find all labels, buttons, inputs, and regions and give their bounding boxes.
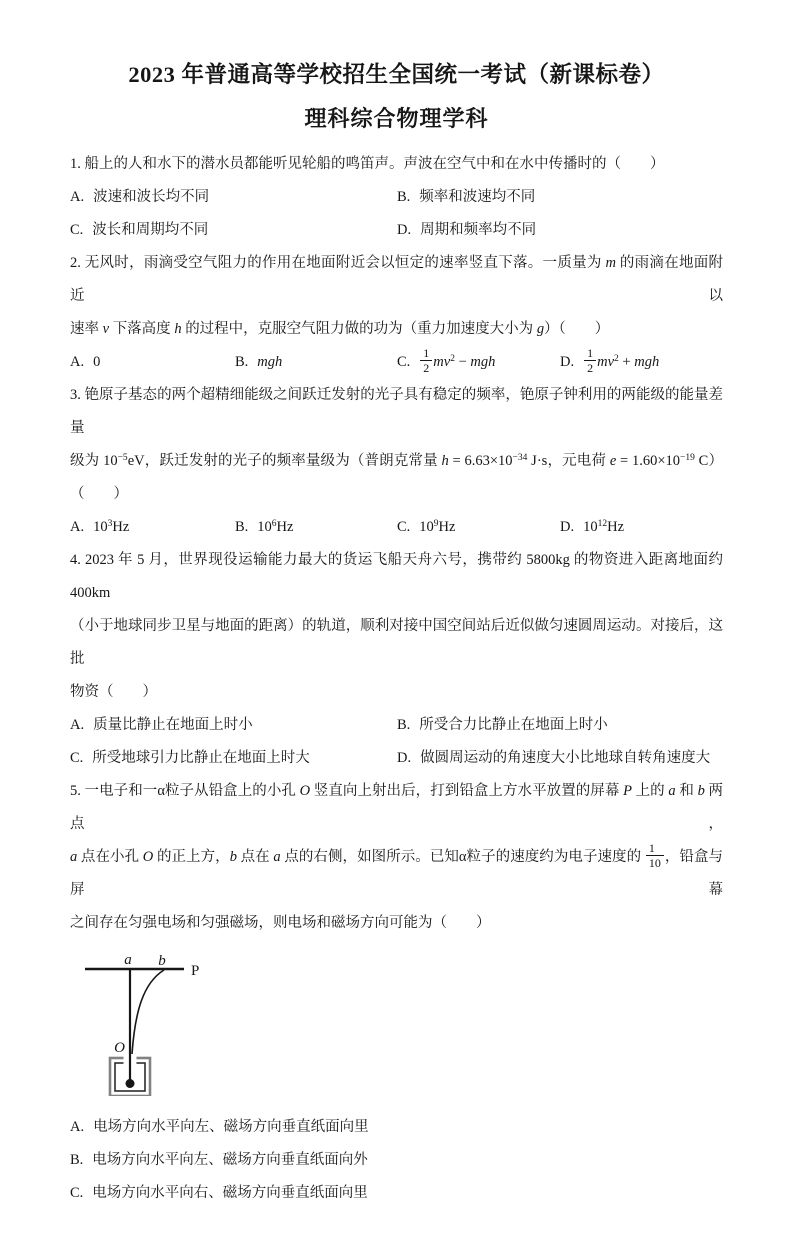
option-text: 所受合力比静止在地面上时小 xyxy=(419,717,608,733)
question-4-stem-line-2: （小于地球同步卫星与地面的距离）的轨道，顺利对接中国空间站后近似做匀速圆周运动。对接后，这批 xyxy=(70,618,723,667)
option-A xyxy=(70,1111,723,1144)
option-label: B. xyxy=(70,1152,84,1168)
screen-label: P xyxy=(191,963,200,979)
option-D xyxy=(397,742,723,775)
option-B xyxy=(397,181,723,214)
option-C xyxy=(397,511,560,544)
option-label: A. xyxy=(70,189,85,205)
question-4-stem-line-3: 物资（ ） xyxy=(70,684,157,700)
source-dot xyxy=(126,1079,135,1088)
question-4 xyxy=(70,544,723,775)
fraction: $\frac{1}{2}$ xyxy=(584,346,596,376)
option-C xyxy=(70,1177,723,1210)
option-label: C. xyxy=(70,1185,84,1201)
option-label: C. xyxy=(70,222,84,238)
option-label: B. xyxy=(235,354,249,370)
question-3-stem-line-3: （ ） xyxy=(70,486,128,502)
option-B xyxy=(70,1144,723,1177)
option-text: $\frac{1}{2}$ $mv^2$ − mgh xyxy=(419,354,495,370)
option-label: D. xyxy=(560,519,575,535)
option-label: C. xyxy=(397,354,411,370)
fraction: $\frac{1}{2}$ xyxy=(420,346,432,376)
question-2 xyxy=(70,247,723,379)
option-text: $10^3Hz$ xyxy=(93,518,130,535)
option-A xyxy=(70,346,235,379)
question-2-stem-line-1: 2. 无风时，雨滴受空气阻力的作用在地面附近会以恒定的速率竖直下落。一质量为 m 的雨滴在地面附近以 xyxy=(70,255,723,304)
option-A xyxy=(70,511,235,544)
option-text: 频率和波速均不同 xyxy=(419,189,536,205)
option-C xyxy=(70,214,397,247)
option-text: 0 xyxy=(93,354,101,370)
question-5-figure xyxy=(70,944,723,1101)
option-label: B. xyxy=(235,519,249,535)
option-text: $\frac{1}{2}$ $mv^2$ + mgh xyxy=(583,354,659,370)
option-A xyxy=(70,181,397,214)
option-text: $10^9Hz$ xyxy=(419,518,456,535)
question-1-options xyxy=(70,181,723,247)
question-2-options xyxy=(70,346,723,379)
question-3-options xyxy=(70,511,723,544)
option-text: mgh xyxy=(257,354,283,370)
option-B xyxy=(235,511,397,544)
fraction: $\frac{1}{10}$ xyxy=(646,841,664,871)
point-a-label: a xyxy=(124,952,132,968)
option-text: 电场方向水平向右、磁场方向垂直纸面向里 xyxy=(92,1185,368,1201)
option-text: 电场方向水平向左、磁场方向垂直纸面向里 xyxy=(93,1119,369,1135)
option-label: A. xyxy=(70,717,85,733)
question-5-stem-line-1: 5. 一电子和一α粒子从铅盒上的小孔 O 竖直向上射出后，打到铅盒上方水平放置的屏幕 P 上的 a 和 b 两点， xyxy=(70,783,724,832)
question-3-stem-line-2: 级为 $10^{-5}eV$，跃迁发射的光子的频率量级为（普朗克常量 $h = 6.63\times 10^{-34}$ J·s，元电荷 $e = 1.60\times 10^{-19}$ C） xyxy=(70,452,724,469)
option-label: B. xyxy=(397,717,411,733)
option-text: 质量比静止在地面上时小 xyxy=(93,717,253,733)
hole-O-label: O xyxy=(114,1040,125,1056)
question-1-stem: 1. 船上的人和水下的潜水员都能听见轮船的鸣笛声。声波在空气中和在水中传播时的（ ） xyxy=(70,156,665,172)
question-5-options xyxy=(70,1111,723,1210)
option-label: B. xyxy=(397,189,411,205)
option-text: 波长和周期均不同 xyxy=(92,222,209,238)
question-1 xyxy=(70,148,723,247)
option-label: A. xyxy=(70,1119,85,1135)
lead-box-diagram xyxy=(70,944,220,1096)
option-text: 所受地球引力比静止在地面上时大 xyxy=(92,750,310,766)
question-3 xyxy=(70,379,723,544)
question-3-stem-line-1: 3. 铯原子基态的两个超精细能级之间跃迁发射的光子具有稳定的频率，铯原子钟利用的两能级的能量差量 xyxy=(70,387,723,436)
option-label: C. xyxy=(70,750,84,766)
question-5-stem-line-2: a 点在小孔 O 的正上方，b 点在 a 点的右侧，如图所示。已知α粒子的速度约为电子速度的 $\frac{1}{10}$ ，铅盒与屏幕 xyxy=(70,840,724,898)
option-B xyxy=(235,346,397,379)
option-C xyxy=(397,346,560,379)
page-title: 2023 年普通高等学校招生全国统一考试（新课标卷） xyxy=(128,62,665,87)
option-label: D. xyxy=(397,750,412,766)
option-text: 波速和波长均不同 xyxy=(93,189,210,205)
point-b-label: b xyxy=(158,953,166,969)
alpha-path-curve xyxy=(132,970,164,1054)
option-label: A. xyxy=(70,519,85,535)
option-label: A. xyxy=(70,354,85,370)
option-text: 电场方向水平向左、磁场方向垂直纸面向外 xyxy=(92,1152,368,1168)
exam-body xyxy=(70,148,723,1210)
option-text: $10^{12}Hz$ xyxy=(583,518,625,535)
option-label: C. xyxy=(397,519,411,535)
option-label: D. xyxy=(397,222,412,238)
option-D xyxy=(560,511,723,544)
page-subtitle: 理科综合物理学科 xyxy=(304,106,489,131)
question-5-stem-line-3: 之间存在匀强电场和匀强磁场，则电场和磁场方向可能为（ ） xyxy=(70,915,491,931)
option-D xyxy=(397,214,723,247)
option-text: 做圆周运动的角速度大小比地球自转角速度大 xyxy=(420,750,711,766)
option-C xyxy=(70,742,397,775)
option-A xyxy=(70,709,397,742)
question-4-stem-line-1: 4. 2023 年 5 月，世界现役运输能力最大的货运飞船天舟六号，携带约 5800kg 的物资进入距离地面约 400km xyxy=(70,552,723,601)
question-5 xyxy=(70,775,723,1210)
option-D xyxy=(560,346,723,379)
option-label: D. xyxy=(560,354,575,370)
option-B xyxy=(397,709,723,742)
question-4-options xyxy=(70,709,723,775)
option-text: 周期和频率均不同 xyxy=(420,222,537,238)
question-2-stem-line-2: 速率 v 下落高度 h 的过程中，克服空气阻力做的功为（重力加速度大小为 g）（ ） xyxy=(70,321,610,337)
option-text: $10^6Hz$ xyxy=(257,518,294,535)
